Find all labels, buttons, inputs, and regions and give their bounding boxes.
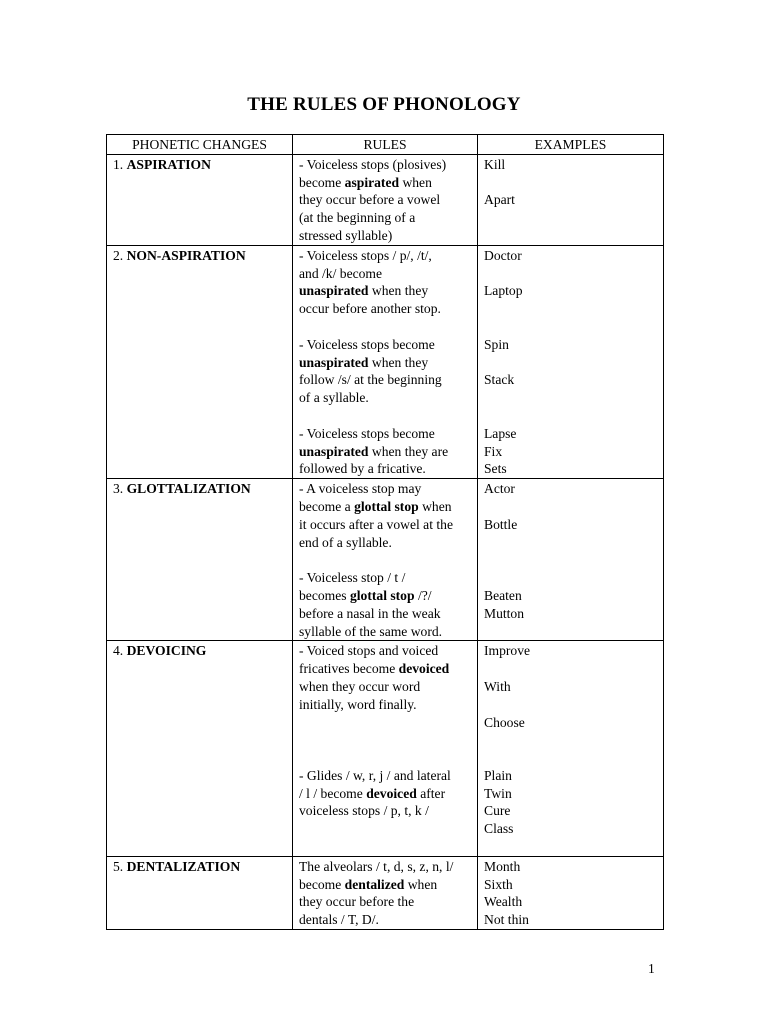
rule-line xyxy=(299,336,472,354)
example-word: Beaten xyxy=(484,587,522,603)
rule-line xyxy=(299,371,472,389)
rule-text: syllable of the same word. xyxy=(299,623,443,639)
example-word: Plain xyxy=(484,767,512,783)
rule-line xyxy=(299,660,472,678)
example-spacer xyxy=(484,318,658,336)
rule-text: stressed syllable) xyxy=(299,227,393,243)
rule-text: become a xyxy=(299,498,355,514)
example-spacer xyxy=(484,209,658,227)
rule-line xyxy=(299,749,472,767)
example-word: Bottle xyxy=(484,516,518,532)
rule-text: - Voiceless stops become xyxy=(299,425,435,441)
rule-line xyxy=(299,605,472,623)
rule-line xyxy=(299,209,472,227)
rule-text: become xyxy=(299,876,345,892)
rule-line xyxy=(299,785,472,803)
example-word: Stack xyxy=(484,372,515,388)
rule-line xyxy=(299,642,472,660)
example-word: Actor xyxy=(484,481,515,497)
examples-cell xyxy=(478,641,664,857)
rule-line xyxy=(299,443,472,461)
rule-line xyxy=(299,498,472,516)
example-word: Improve xyxy=(484,643,531,659)
rule-line xyxy=(299,731,472,749)
example-word: Kill xyxy=(484,156,506,172)
rule-line xyxy=(299,389,472,407)
rule-text: - Voiced stops and voiced xyxy=(299,643,439,659)
change-number: 2. xyxy=(113,247,127,263)
rule-text: becomes xyxy=(299,587,350,603)
rule-text: followed by a fricative. xyxy=(299,461,426,477)
table-row xyxy=(107,245,664,478)
column-header-phonetic-changes: PHONETIC CHANGES xyxy=(107,135,293,155)
rule-line xyxy=(299,587,472,605)
rules-cell xyxy=(293,479,478,641)
example-word: Month xyxy=(484,858,521,874)
example-word: Spin xyxy=(484,336,509,352)
rule-text: of a syllable. xyxy=(299,390,369,406)
change-number: 5. xyxy=(113,858,127,874)
rules-cell xyxy=(293,856,478,929)
example-spacer xyxy=(484,838,658,856)
example-word: Twin xyxy=(484,785,512,801)
rule-line xyxy=(299,569,472,587)
rule-text: when they xyxy=(368,283,429,299)
rule-text: and /k/ become xyxy=(299,265,383,281)
rule-text: they occur before a vowel xyxy=(299,192,441,208)
example-word: Cure xyxy=(484,803,511,819)
rule-keyword: glottal stop xyxy=(354,498,419,514)
rule-text: when xyxy=(418,498,452,514)
rule-text: (at the beginning of a xyxy=(299,210,416,226)
example-spacer xyxy=(484,300,658,318)
rules-cell xyxy=(293,641,478,857)
change-name: DENTALIZATION xyxy=(126,858,241,874)
example-word: Sixth xyxy=(484,876,513,892)
rule-keyword: aspirated xyxy=(344,174,400,190)
phonetic-change-cell xyxy=(107,641,293,857)
rule-text: dentals / T, D/. xyxy=(299,912,379,928)
rule-line xyxy=(299,876,472,894)
phonology-rules-table xyxy=(106,134,664,930)
example-word: Sets xyxy=(484,461,507,477)
example-spacer xyxy=(484,265,658,283)
table-row xyxy=(107,479,664,641)
rule-line xyxy=(299,696,472,714)
example-spacer xyxy=(484,174,658,192)
phonetic-change-cell xyxy=(107,856,293,929)
change-name: DEVOICING xyxy=(126,643,207,659)
table-row xyxy=(107,856,664,929)
rule-text: - Glides / w, r, j / and lateral xyxy=(299,767,451,783)
rule-keyword: devoiced xyxy=(398,661,450,677)
rule-line xyxy=(299,838,472,856)
example-spacer xyxy=(484,731,658,749)
rule-text: - A voiceless stop may xyxy=(299,481,422,497)
example-spacer xyxy=(484,569,658,587)
table-row xyxy=(107,154,664,245)
rule-text: it occurs after a vowel at the xyxy=(299,516,453,532)
example-word: Doctor xyxy=(484,247,522,263)
rules-cell xyxy=(293,245,478,478)
example-spacer xyxy=(484,354,658,372)
rule-line xyxy=(299,911,472,929)
page-title: THE RULES OF PHONOLOGY xyxy=(247,94,521,115)
rule-text: initially, word finally. xyxy=(299,696,417,712)
change-name: GLOTTALIZATION xyxy=(126,481,251,497)
rule-text: - Voiceless stops become xyxy=(299,336,435,352)
rule-keyword: unaspirated xyxy=(299,354,369,370)
rule-keyword: devoiced xyxy=(366,785,417,801)
examples-cell xyxy=(478,856,664,929)
rule-keyword: unaspirated xyxy=(299,443,369,459)
example-spacer xyxy=(484,227,658,245)
rule-line xyxy=(299,767,472,785)
rule-keyword: unaspirated xyxy=(299,283,369,299)
example-spacer xyxy=(484,696,658,714)
example-word: With xyxy=(484,678,511,694)
rule-line xyxy=(299,714,472,732)
rule-line xyxy=(299,174,472,192)
rule-line xyxy=(299,858,472,876)
table-header-row xyxy=(107,135,664,155)
examples-cell xyxy=(478,479,664,641)
rule-text: /?/ xyxy=(414,587,432,603)
rule-keyword: glottal stop xyxy=(349,587,415,603)
example-spacer xyxy=(484,749,658,767)
example-word: Apart xyxy=(484,192,515,208)
rules-cell xyxy=(293,154,478,245)
rule-line xyxy=(299,623,472,641)
example-spacer xyxy=(484,534,658,552)
example-word: Not thin xyxy=(484,912,529,928)
change-number: 3. xyxy=(113,481,127,497)
rule-line xyxy=(299,516,472,534)
rule-text: before a nasal in the weak xyxy=(299,605,441,621)
change-number: 4. xyxy=(113,643,127,659)
rule-text: when xyxy=(404,876,438,892)
example-spacer xyxy=(484,551,658,569)
rule-line xyxy=(299,354,472,372)
rule-line xyxy=(299,318,472,336)
rule-line xyxy=(299,551,472,569)
rule-text: when they xyxy=(368,354,429,370)
phonetic-change-cell xyxy=(107,479,293,641)
rule-line xyxy=(299,534,472,552)
column-header-rules: RULES xyxy=(293,135,478,155)
example-spacer xyxy=(484,660,658,678)
rule-line xyxy=(299,247,472,265)
rule-text: fricatives become xyxy=(299,661,399,677)
page-number: 1 xyxy=(648,961,655,976)
rule-text: occur before another stop. xyxy=(299,301,441,317)
phonetic-change-cell xyxy=(107,245,293,478)
rule-text: follow /s/ at the beginning xyxy=(299,372,442,388)
rule-line xyxy=(299,425,472,443)
rule-text: / l / become xyxy=(299,785,367,801)
column-header-examples: EXAMPLES xyxy=(478,135,664,155)
example-spacer xyxy=(484,623,658,641)
example-spacer xyxy=(484,498,658,516)
example-spacer xyxy=(484,389,658,407)
rule-line xyxy=(299,227,472,245)
rule-text: voiceless stops / p, t, k / xyxy=(299,803,429,819)
rule-text: - Voiceless stop / t / xyxy=(299,570,406,586)
change-name: NON-ASPIRATION xyxy=(126,247,246,263)
rule-keyword: dentalized xyxy=(344,876,405,892)
rule-text: end of a syllable. xyxy=(299,534,392,550)
example-word: Laptop xyxy=(484,283,523,299)
rule-text: after xyxy=(416,785,446,801)
rule-text: The alveolars / t, d, s, z, n, l/ xyxy=(299,858,454,874)
rule-line xyxy=(299,156,472,174)
rule-text: they occur before the xyxy=(299,894,415,910)
example-word: Class xyxy=(484,821,514,837)
example-word: Mutton xyxy=(484,605,525,621)
table-row xyxy=(107,641,664,857)
rule-line xyxy=(299,265,472,283)
example-word: Wealth xyxy=(484,894,523,910)
example-word: Lapse xyxy=(484,425,517,441)
rule-line xyxy=(299,480,472,498)
rule-text: when they are xyxy=(368,443,449,459)
rule-line xyxy=(299,820,472,838)
change-number: 1. xyxy=(113,156,127,172)
example-word: Choose xyxy=(484,714,525,730)
rule-line xyxy=(299,407,472,425)
phonetic-change-cell xyxy=(107,154,293,245)
examples-cell xyxy=(478,154,664,245)
rule-text: when xyxy=(399,174,432,190)
rule-line xyxy=(299,893,472,911)
rule-line xyxy=(299,678,472,696)
rule-line xyxy=(299,460,472,478)
rule-line xyxy=(299,802,472,820)
example-word: Fix xyxy=(484,443,503,459)
rule-line xyxy=(299,191,472,209)
rule-line xyxy=(299,282,472,300)
rule-line xyxy=(299,300,472,318)
rule-text: - Voiceless stops (plosives) xyxy=(299,156,447,172)
rule-text: become xyxy=(299,174,345,190)
example-spacer xyxy=(484,407,658,425)
rule-text: - Voiceless stops / p/, /t/, xyxy=(299,247,432,263)
rule-text: when they occur word xyxy=(299,678,421,694)
change-name: ASPIRATION xyxy=(126,156,211,172)
examples-cell xyxy=(478,245,664,478)
